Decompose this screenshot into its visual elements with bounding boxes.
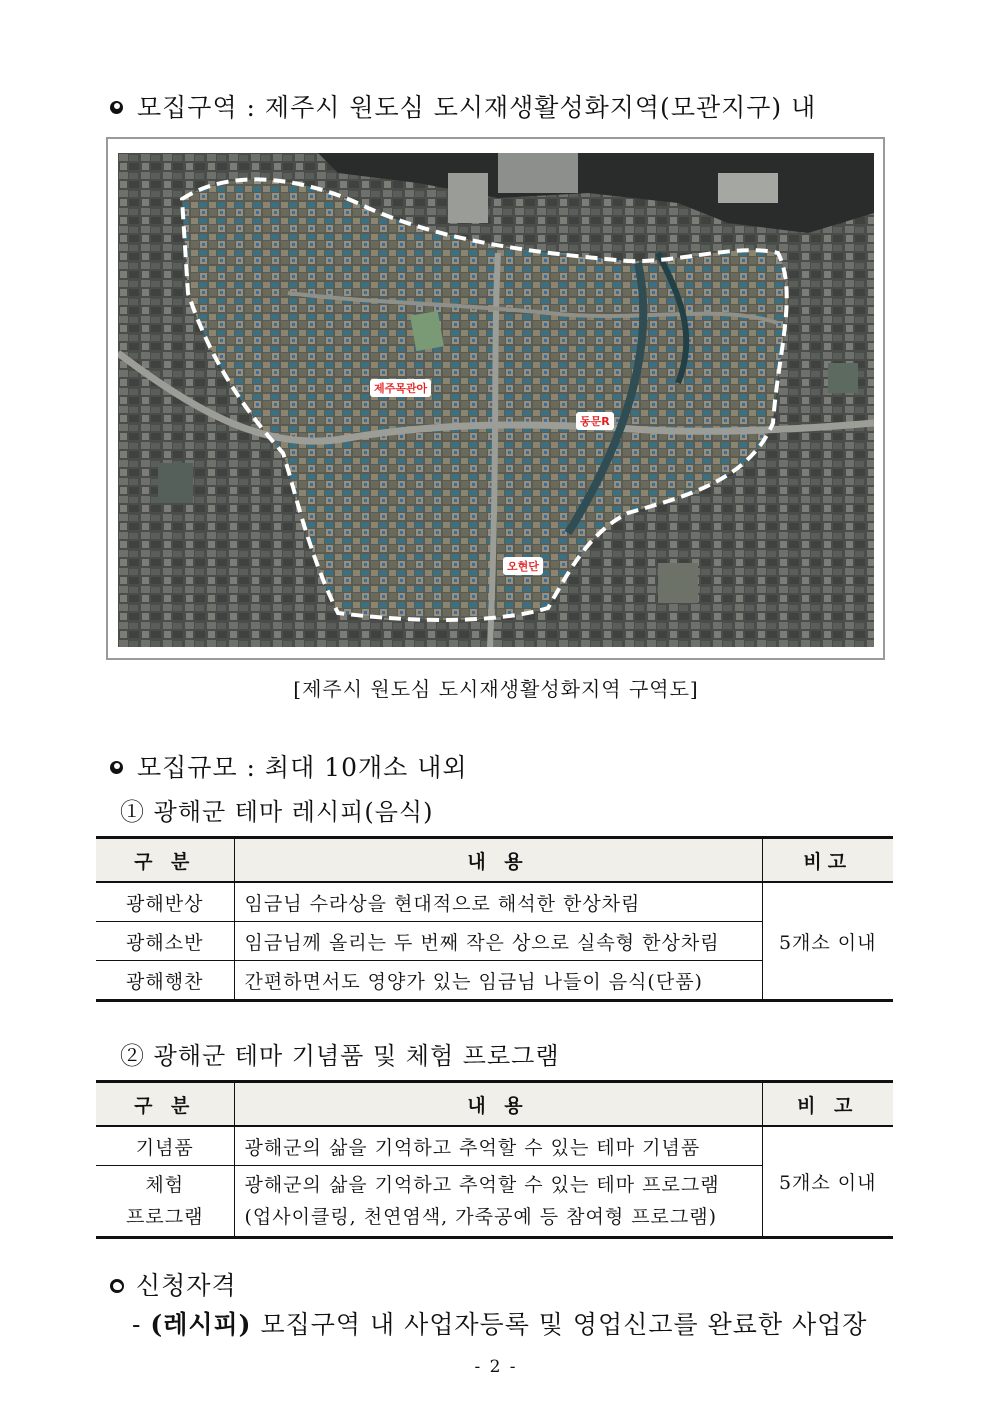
header-category: 구 분 xyxy=(96,1082,234,1127)
map-label-gwana: 제주목관아 xyxy=(370,379,431,397)
row-category: 기념품 xyxy=(96,1126,234,1166)
row-note: 5개소 이내 xyxy=(762,882,893,1001)
header-note: 비고 xyxy=(762,838,893,883)
row-note: 5개소 이내 xyxy=(762,1126,893,1238)
section-heading-text: 모집구역 : 제주시 원도심 도시재생활성화지역(모관지구) 내 xyxy=(137,93,817,122)
eligibility-item xyxy=(132,1305,867,1341)
row-content: 광해군의 삶을 기억하고 추억할 수 있는 테마 기념품 xyxy=(234,1126,762,1166)
map-label-ohyeondan: 오현단 xyxy=(503,557,543,575)
row-category-line2: 프로그램 xyxy=(126,1206,204,1228)
row-content-line1: 광해군의 삶을 기억하고 추억할 수 있는 테마 프로그램 xyxy=(244,1174,720,1196)
row-content: 간편하면서도 영양가 있는 임금님 나들이 음식(단품) xyxy=(234,961,762,1001)
recipe-table xyxy=(96,836,893,1002)
bullet-icon xyxy=(110,101,123,114)
bullet-icon xyxy=(110,761,123,774)
section-heading-recruitment-area xyxy=(110,88,816,124)
row-category: 광해반상 xyxy=(96,882,234,922)
row-content xyxy=(234,1166,762,1238)
header-content: 내 용 xyxy=(234,1082,762,1127)
row-category: 광해행찬 xyxy=(96,961,234,1001)
map-caption: [제주시 원도심 도시재생활성화지역 구역도] xyxy=(293,677,699,701)
row-content: 임금님 수라상을 현대적으로 해석한 한상차림 xyxy=(234,882,762,922)
item-dash: - xyxy=(132,1310,151,1339)
section-heading-text: 모집규모 : 최대 10개소 내외 xyxy=(137,753,468,782)
aerial-map-graphic xyxy=(118,153,874,647)
open-circle-bullet-icon xyxy=(110,1279,124,1293)
header-note: 비 고 xyxy=(762,1082,893,1127)
item-text: 모집구역 내 사업자등록 및 영업신고를 완료한 사업장 xyxy=(251,1310,868,1339)
row-content: 임금님께 올리는 두 번째 작은 상으로 실속형 한상차림 xyxy=(234,922,762,961)
row-content-line2: (업사이클링, 천연염색, 가죽공예 등 참여형 프로그램) xyxy=(244,1206,718,1228)
header-category: 구 분 xyxy=(96,838,234,883)
row-category xyxy=(96,1166,234,1238)
section-heading-eligibility xyxy=(110,1266,237,1302)
item-bold-label: (레시피) xyxy=(150,1310,252,1339)
souvenir-program-table xyxy=(96,1080,893,1239)
aerial-map-image xyxy=(118,153,874,647)
map-figure-frame xyxy=(106,137,885,660)
page-number: - 2 - xyxy=(474,1357,518,1377)
section-heading-recruitment-scale xyxy=(110,748,468,784)
header-content: 내 용 xyxy=(234,838,762,883)
map-label-dongmun: 동문R xyxy=(576,412,614,430)
table-row xyxy=(96,882,893,922)
table1-heading: ① 광해군 테마 레시피(음식) xyxy=(120,798,434,826)
row-category-line1: 체험 xyxy=(145,1174,185,1196)
section-heading-text: 신청자격 xyxy=(136,1271,237,1300)
table-row xyxy=(96,1126,893,1166)
row-category: 광해소반 xyxy=(96,922,234,961)
table2-heading: ② 광해군 테마 기념품 및 체험 프로그램 xyxy=(120,1042,560,1070)
